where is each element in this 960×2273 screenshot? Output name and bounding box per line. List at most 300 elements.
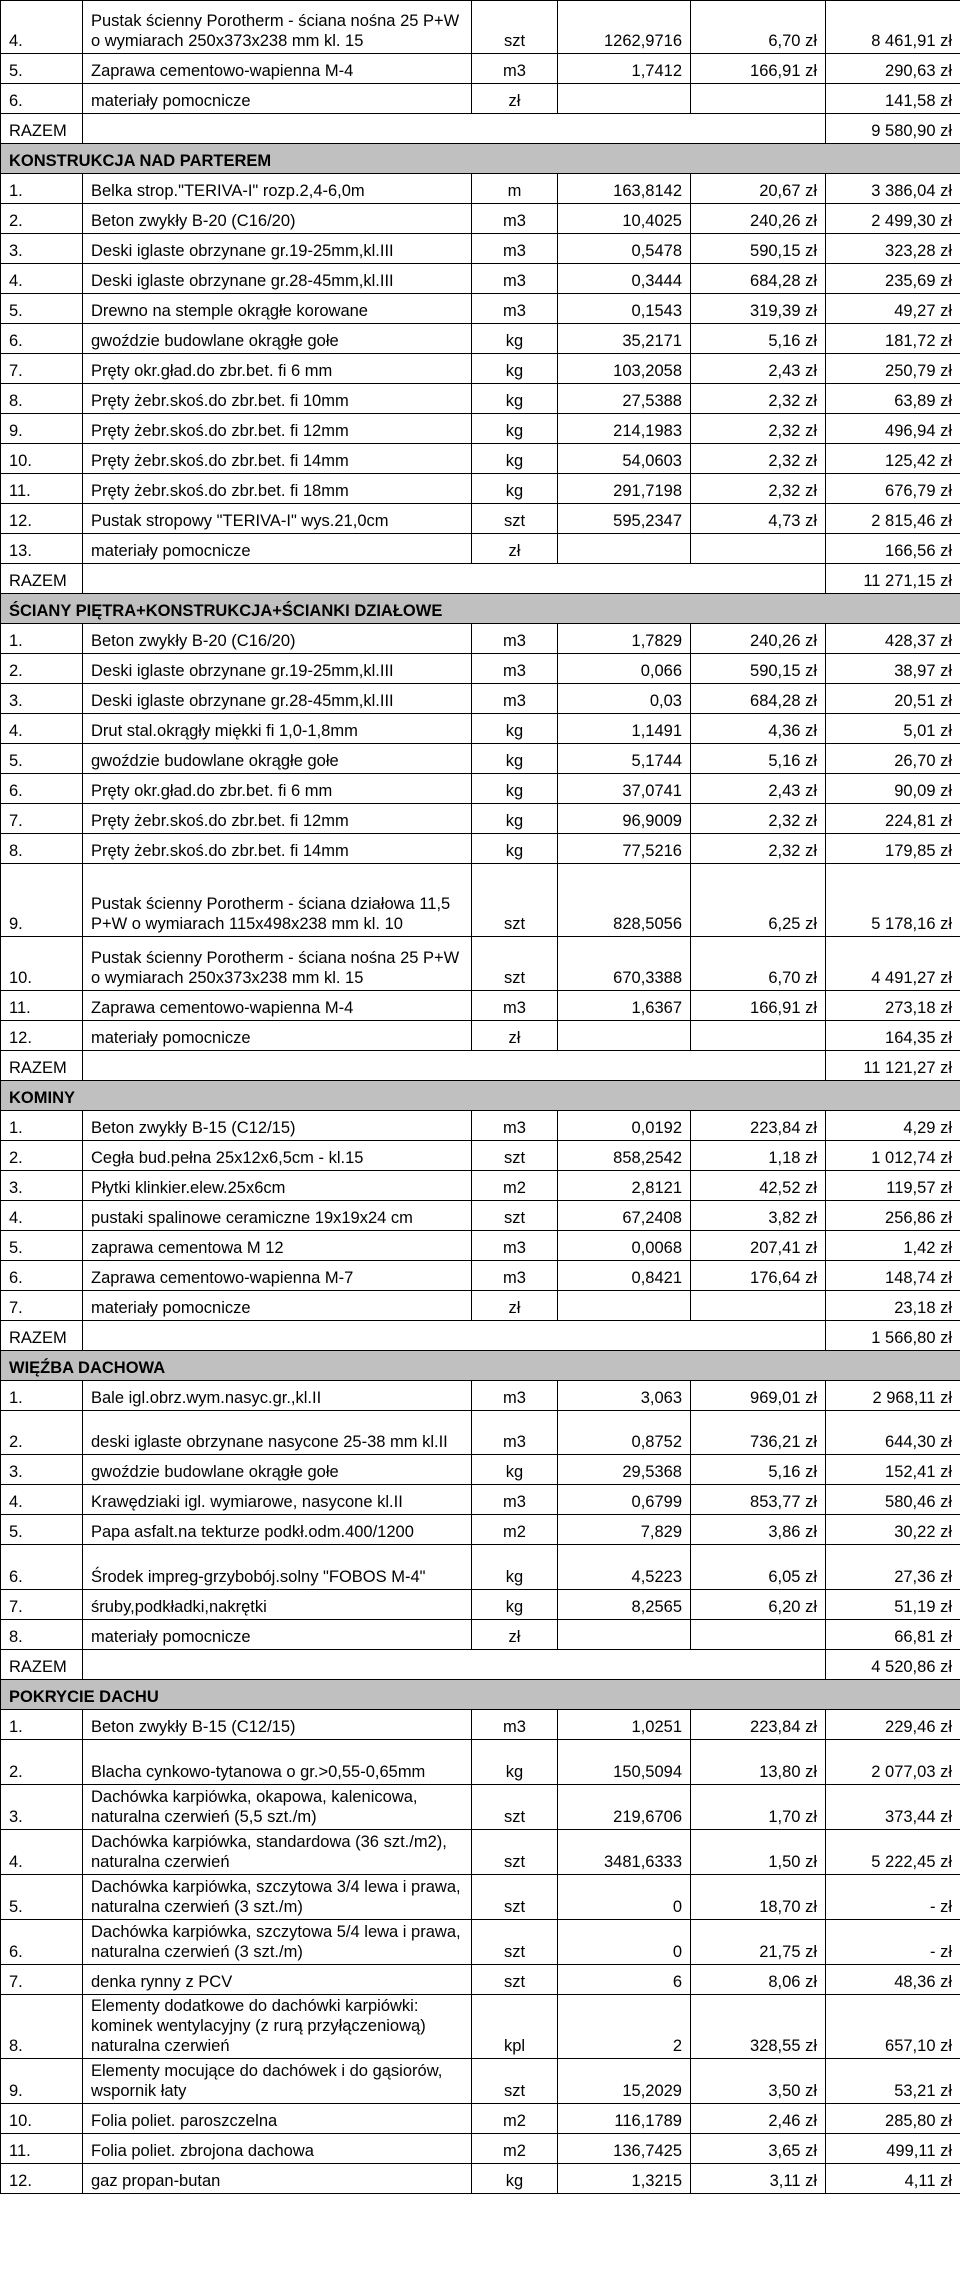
item-number: 1. [1, 624, 83, 654]
item-unit: kg [472, 324, 558, 354]
item-description: Pustak ścienny Porotherm - ściana nośna 25 P+W o wymiarach 250x373x238 mm kl. 15 [83, 1, 472, 54]
item-number: 9. [1, 2059, 83, 2104]
table-row [1, 1171, 960, 1201]
item-unit-price: 2,32 zł [691, 384, 826, 414]
item-unit: m3 [472, 264, 558, 294]
item-description: Folia poliet. zbrojona dachowa [83, 2134, 472, 2164]
item-description: denka rynny z PCV [83, 1965, 472, 1995]
item-number: 2. [1, 654, 83, 684]
item-unit: m3 [472, 684, 558, 714]
item-unit-price: 13,80 zł [691, 1740, 826, 1785]
item-unit: kg [472, 804, 558, 834]
item-number: 1. [1, 1710, 83, 1740]
item-value: 20,51 zł [826, 684, 960, 714]
item-value: 323,28 zł [826, 234, 960, 264]
item-description: Drewno na stemple okrągłe korowane [83, 294, 472, 324]
item-quantity: 0,03 [558, 684, 691, 714]
table-row [1, 1920, 960, 1965]
item-unit-price: 166,91 zł [691, 991, 826, 1021]
item-number: 9. [1, 864, 83, 937]
item-description: Dachówka karpiówka, okapowa, kalenicowa, naturalna czerwień (5,5 szt./m) [83, 1785, 472, 1830]
item-value: 51,19 zł [826, 1590, 960, 1620]
total-value: 9 580,90 zł [826, 114, 960, 144]
item-description: pustaki spalinowe ceramiczne 19x19x24 cm [83, 1201, 472, 1231]
table-row [1, 1381, 960, 1411]
table-row [1, 1830, 960, 1875]
item-number: 6. [1, 774, 83, 804]
table-row [1, 354, 960, 384]
table-row [1, 1965, 960, 1995]
item-unit-price: 21,75 zł [691, 1920, 826, 1965]
item-description: gwoździe budowlane okrągłe gołe [83, 744, 472, 774]
total-label: RAZEM [1, 1051, 83, 1081]
item-unit: m3 [472, 1710, 558, 1740]
item-description: materiały pomocnicze [83, 1291, 472, 1321]
item-value: 119,57 zł [826, 1171, 960, 1201]
item-unit-price: 223,84 zł [691, 1710, 826, 1740]
item-description: śruby,podkładki,nakrętki [83, 1590, 472, 1620]
item-unit-price: 2,43 zł [691, 774, 826, 804]
item-quantity: 214,1983 [558, 414, 691, 444]
table-row [1, 504, 960, 534]
item-value: 428,37 zł [826, 624, 960, 654]
item-quantity: 0 [558, 1875, 691, 1920]
table-row [1, 864, 960, 937]
item-quantity [558, 1021, 691, 1051]
item-description: Pręty żebr.skoś.do zbr.bet. fi 14mm [83, 444, 472, 474]
item-number: 4. [1, 1201, 83, 1231]
item-quantity: 858,2542 [558, 1141, 691, 1171]
table-row [1, 1291, 960, 1321]
item-number: 8. [1, 1620, 83, 1650]
item-description: Elementy mocujące do dachówek i do gąsiorów, wspornik łaty [83, 2059, 472, 2104]
item-unit: m3 [472, 294, 558, 324]
item-unit: kg [472, 714, 558, 744]
item-value: 4,11 zł [826, 2164, 960, 2194]
item-unit-price: 6,70 zł [691, 937, 826, 991]
total-value: 11 271,15 zł [826, 564, 960, 594]
item-description: Beton zwykły B-20 (C16/20) [83, 624, 472, 654]
item-quantity: 10,4025 [558, 204, 691, 234]
item-quantity: 0 [558, 1920, 691, 1965]
item-number: 2. [1, 1740, 83, 1785]
item-quantity: 6 [558, 1965, 691, 1995]
item-unit: m2 [472, 1515, 558, 1545]
table-row [1, 654, 960, 684]
item-description: Zaprawa cementowo-wapienna M-4 [83, 991, 472, 1021]
table-row [1, 174, 960, 204]
item-quantity [558, 84, 691, 114]
item-number: 6. [1, 1545, 83, 1590]
item-value: - zł [826, 1875, 960, 1920]
item-value: 38,97 zł [826, 654, 960, 684]
table-row [1, 324, 960, 354]
table-row [1, 2164, 960, 2194]
item-unit-price: 5,16 zł [691, 1455, 826, 1485]
item-unit: m3 [472, 624, 558, 654]
item-number: 7. [1, 1291, 83, 1321]
table-row [1, 294, 960, 324]
item-value: 66,81 zł [826, 1620, 960, 1650]
item-quantity: 116,1789 [558, 2104, 691, 2134]
item-description: deski iglaste obrzynane nasycone 25-38 mm kl.II [83, 1411, 472, 1455]
section-header-row [1, 594, 960, 624]
item-value: 141,58 zł [826, 84, 960, 114]
item-number: 12. [1, 1021, 83, 1051]
item-unit-price [691, 534, 826, 564]
table-row [1, 991, 960, 1021]
item-number: 4. [1, 264, 83, 294]
item-description: Krawędziaki igl. wymiarowe, nasycone kl.II [83, 1485, 472, 1515]
item-description: Beton zwykły B-15 (C12/15) [83, 1111, 472, 1141]
item-description: materiały pomocnicze [83, 1021, 472, 1051]
item-unit: zł [472, 1021, 558, 1051]
table-row [1, 1740, 960, 1785]
total-label: RAZEM [1, 114, 83, 144]
item-number: 11. [1, 991, 83, 1021]
item-value: 3 386,04 zł [826, 174, 960, 204]
item-number: 6. [1, 84, 83, 114]
item-unit-price: 684,28 zł [691, 264, 826, 294]
item-unit: m3 [472, 654, 558, 684]
section-total-row [1, 1321, 960, 1351]
item-unit: kg [472, 1545, 558, 1590]
item-description: gwoździe budowlane okrągłe gołe [83, 1455, 472, 1485]
item-quantity: 0,0068 [558, 1231, 691, 1261]
item-unit: m3 [472, 1111, 558, 1141]
item-description: Płytki klinkier.elew.25x6cm [83, 1171, 472, 1201]
table-row [1, 937, 960, 991]
item-description: Pręty okr.gład.do zbr.bet. fi 6 mm [83, 774, 472, 804]
item-quantity: 291,7198 [558, 474, 691, 504]
item-quantity: 1,3215 [558, 2164, 691, 2194]
item-description: Dachówka karpiówka, szczytowa 5/4 lewa i prawa, naturalna czerwień (3 szt./m) [83, 1920, 472, 1965]
total-label: RAZEM [1, 564, 83, 594]
table-row [1, 1455, 960, 1485]
item-number: 12. [1, 504, 83, 534]
item-quantity: 0,8421 [558, 1261, 691, 1291]
item-quantity: 828,5056 [558, 864, 691, 937]
item-value: 49,27 zł [826, 294, 960, 324]
item-quantity: 5,1744 [558, 744, 691, 774]
item-number: 2. [1, 204, 83, 234]
item-unit: szt [472, 1965, 558, 1995]
table-row [1, 774, 960, 804]
item-value: 273,18 zł [826, 991, 960, 1021]
item-number: 3. [1, 1455, 83, 1485]
item-quantity: 4,5223 [558, 1545, 691, 1590]
table-row [1, 444, 960, 474]
item-value: 2 968,11 zł [826, 1381, 960, 1411]
item-description: Pręty żebr.skoś.do zbr.bet. fi 18mm [83, 474, 472, 504]
section-title: KOMINY [1, 1081, 960, 1111]
item-unit-price: 20,67 zł [691, 174, 826, 204]
item-value: 5 222,45 zł [826, 1830, 960, 1875]
item-quantity [558, 1620, 691, 1650]
item-number: 3. [1, 1171, 83, 1201]
item-unit-price: 4,73 zł [691, 504, 826, 534]
item-number: 1. [1, 174, 83, 204]
item-quantity: 1,1491 [558, 714, 691, 744]
total-value: 4 520,86 zł [826, 1650, 960, 1680]
item-unit-price: 969,01 zł [691, 1381, 826, 1411]
item-value: 2 077,03 zł [826, 1740, 960, 1785]
item-quantity: 1,6367 [558, 991, 691, 1021]
section-title: KONSTRUKCJA NAD PARTEREM [1, 144, 960, 174]
item-quantity: 2,8121 [558, 1171, 691, 1201]
item-quantity: 1,0251 [558, 1710, 691, 1740]
section-header-row [1, 1081, 960, 1111]
item-value: 166,56 zł [826, 534, 960, 564]
item-number: 4. [1, 1485, 83, 1515]
item-description: Pręty żebr.skoś.do zbr.bet. fi 10mm [83, 384, 472, 414]
item-value: 657,10 zł [826, 1995, 960, 2059]
table-row [1, 1590, 960, 1620]
item-value: 4 491,27 zł [826, 937, 960, 991]
item-unit-price: 2,43 zł [691, 354, 826, 384]
table-row [1, 1785, 960, 1830]
item-description: Dachówka karpiówka, szczytowa 3/4 lewa i prawa, naturalna czerwień (3 szt./m) [83, 1875, 472, 1920]
table-row [1, 234, 960, 264]
table-row [1, 1231, 960, 1261]
total-label: RAZEM [1, 1650, 83, 1680]
item-unit-price [691, 1291, 826, 1321]
table-row [1, 534, 960, 564]
item-unit: kg [472, 744, 558, 774]
table-row [1, 2104, 960, 2134]
table-row [1, 684, 960, 714]
item-quantity: 103,2058 [558, 354, 691, 384]
item-value: 48,36 zł [826, 1965, 960, 1995]
item-number: 11. [1, 474, 83, 504]
table-row [1, 744, 960, 774]
item-unit-price: 166,91 zł [691, 54, 826, 84]
item-description: gaz propan-butan [83, 2164, 472, 2194]
item-quantity: 0,3444 [558, 264, 691, 294]
item-unit-price: 3,82 zł [691, 1201, 826, 1231]
item-unit: m2 [472, 2134, 558, 2164]
item-unit-price: 1,50 zł [691, 1830, 826, 1875]
section-header-row [1, 1680, 960, 1710]
item-value: 2 815,46 zł [826, 504, 960, 534]
item-number: 4. [1, 1, 83, 54]
item-value: 30,22 zł [826, 1515, 960, 1545]
item-value: 290,63 zł [826, 54, 960, 84]
item-value: 4,29 zł [826, 1111, 960, 1141]
section-total-row [1, 1650, 960, 1680]
item-description: Pręty okr.gład.do zbr.bet. fi 6 mm [83, 354, 472, 384]
item-number: 5. [1, 294, 83, 324]
item-description: Środek impreg-grzybobój.solny "FOBOS M-4" [83, 1545, 472, 1590]
item-description: Drut stal.okrągły miękki fi 1,0-1,8mm [83, 714, 472, 744]
item-number: 7. [1, 804, 83, 834]
table-row [1, 474, 960, 504]
item-quantity: 670,3388 [558, 937, 691, 991]
section-total-row [1, 114, 960, 144]
item-unit-price: 590,15 zł [691, 654, 826, 684]
item-description: Deski iglaste obrzynane gr.28-45mm,kl.III [83, 684, 472, 714]
item-unit: kg [472, 2164, 558, 2194]
item-unit: m2 [472, 1171, 558, 1201]
item-value: 580,46 zł [826, 1485, 960, 1515]
item-unit-price: 42,52 zł [691, 1171, 826, 1201]
item-unit: m3 [472, 1411, 558, 1455]
item-description: Pręty żebr.skoś.do zbr.bet. fi 12mm [83, 414, 472, 444]
item-description: Papa asfalt.na tekturze podkł.odm.400/1200 [83, 1515, 472, 1545]
item-quantity: 54,0603 [558, 444, 691, 474]
item-unit-price: 319,39 zł [691, 294, 826, 324]
item-unit-price: 3,86 zł [691, 1515, 826, 1545]
item-unit: m3 [472, 1381, 558, 1411]
table-row [1, 1411, 960, 1455]
item-number: 10. [1, 444, 83, 474]
item-description: Pręty żebr.skoś.do zbr.bet. fi 12mm [83, 804, 472, 834]
item-unit-price: 736,21 zł [691, 1411, 826, 1455]
item-unit-price: 2,32 zł [691, 414, 826, 444]
item-unit: szt [472, 937, 558, 991]
item-description: Cegła bud.pełna 25x12x6,5cm - kl.15 [83, 1141, 472, 1171]
section-title: POKRYCIE DACHU [1, 1680, 960, 1710]
item-number: 5. [1, 1231, 83, 1261]
item-value: 148,74 zł [826, 1261, 960, 1291]
item-description: Beton zwykły B-15 (C12/15) [83, 1710, 472, 1740]
item-description: Belka strop."TERIVA-I" rozp.2,4-6,0m [83, 174, 472, 204]
table-row [1, 1620, 960, 1650]
item-description: Elementy dodatkowe do dachówki karpiówki: kominek wentylacyjny (z rurą przyłączeniową) naturalna czerwień [83, 1995, 472, 2059]
table-row [1, 264, 960, 294]
section-header-row [1, 1351, 960, 1381]
item-value: 644,30 zł [826, 1411, 960, 1455]
item-unit-price: 328,55 zł [691, 1995, 826, 2059]
item-unit-price: 6,20 zł [691, 1590, 826, 1620]
item-number: 11. [1, 2134, 83, 2164]
item-quantity: 595,2347 [558, 504, 691, 534]
item-number: 4. [1, 714, 83, 744]
item-value: 63,89 zł [826, 384, 960, 414]
item-value: 235,69 zł [826, 264, 960, 294]
item-unit-price: 2,32 zł [691, 444, 826, 474]
item-value: - zł [826, 1920, 960, 1965]
item-description: zaprawa cementowa M 12 [83, 1231, 472, 1261]
item-description: Pręty żebr.skoś.do zbr.bet. fi 14mm [83, 834, 472, 864]
item-description: Pustak stropowy "TERIVA-I" wys.21,0cm [83, 504, 472, 534]
item-unit-price: 3,65 zł [691, 2134, 826, 2164]
item-quantity [558, 534, 691, 564]
table-row [1, 2134, 960, 2164]
item-unit-price: 4,36 zł [691, 714, 826, 744]
item-unit: m3 [472, 204, 558, 234]
item-quantity: 0,0192 [558, 1111, 691, 1141]
item-unit: kg [472, 474, 558, 504]
item-description: Deski iglaste obrzynane gr.28-45mm,kl.III [83, 264, 472, 294]
item-value: 90,09 zł [826, 774, 960, 804]
item-unit-price: 2,32 zł [691, 804, 826, 834]
item-unit-price: 18,70 zł [691, 1875, 826, 1920]
table-row [1, 1, 960, 54]
item-value: 1,42 zł [826, 1231, 960, 1261]
table-row [1, 384, 960, 414]
item-unit: szt [472, 1875, 558, 1920]
item-unit-price: 590,15 zł [691, 234, 826, 264]
table-row [1, 1201, 960, 1231]
item-number: 5. [1, 744, 83, 774]
item-value: 26,70 zł [826, 744, 960, 774]
item-unit-price: 684,28 zł [691, 684, 826, 714]
item-value: 224,81 zł [826, 804, 960, 834]
item-value: 53,21 zł [826, 2059, 960, 2104]
item-quantity: 219,6706 [558, 1785, 691, 1830]
item-number: 12. [1, 2164, 83, 2194]
item-unit: m3 [472, 54, 558, 84]
item-number: 7. [1, 1590, 83, 1620]
total-value: 1 566,80 zł [826, 1321, 960, 1351]
item-unit: szt [472, 1830, 558, 1875]
item-unit-price: 6,70 zł [691, 1, 826, 54]
item-number: 10. [1, 2104, 83, 2134]
table-row [1, 624, 960, 654]
item-number: 2. [1, 1411, 83, 1455]
table-row [1, 834, 960, 864]
item-value: 5 178,16 zł [826, 864, 960, 937]
item-quantity: 7,829 [558, 1515, 691, 1545]
item-number: 5. [1, 1875, 83, 1920]
table-row [1, 414, 960, 444]
item-number: 1. [1, 1111, 83, 1141]
item-number: 1. [1, 1381, 83, 1411]
item-description: materiały pomocnicze [83, 1620, 472, 1650]
item-unit: szt [472, 2059, 558, 2104]
item-unit-price [691, 84, 826, 114]
item-value: 499,11 zł [826, 2134, 960, 2164]
table-row [1, 1710, 960, 1740]
item-quantity: 0,6799 [558, 1485, 691, 1515]
item-description: materiały pomocnicze [83, 84, 472, 114]
table-row [1, 1111, 960, 1141]
item-value: 496,94 zł [826, 414, 960, 444]
item-value: 1 012,74 zł [826, 1141, 960, 1171]
section-header-row [1, 144, 960, 174]
item-number: 10. [1, 937, 83, 991]
item-quantity: 0,5478 [558, 234, 691, 264]
item-value: 256,86 zł [826, 1201, 960, 1231]
item-value: 285,80 zł [826, 2104, 960, 2134]
cost-estimate-rows [1, 1, 960, 2194]
item-description: Deski iglaste obrzynane gr.19-25mm,kl.III [83, 654, 472, 684]
item-number: 5. [1, 1515, 83, 1545]
item-unit: szt [472, 1141, 558, 1171]
item-unit: zł [472, 1291, 558, 1321]
item-unit-price: 1,70 zł [691, 1785, 826, 1830]
item-value: 229,46 zł [826, 1710, 960, 1740]
item-unit: szt [472, 1201, 558, 1231]
total-label: RAZEM [1, 1321, 83, 1351]
item-unit-price: 2,32 zł [691, 474, 826, 504]
total-spacer [83, 1321, 826, 1351]
item-quantity: 3481,6333 [558, 1830, 691, 1875]
item-quantity: 2 [558, 1995, 691, 2059]
item-unit-price: 6,25 zł [691, 864, 826, 937]
item-number: 4. [1, 1830, 83, 1875]
item-unit-price: 6,05 zł [691, 1545, 826, 1590]
item-quantity: 37,0741 [558, 774, 691, 804]
item-quantity: 8,2565 [558, 1590, 691, 1620]
item-number: 6. [1, 1261, 83, 1291]
item-unit: zł [472, 1620, 558, 1650]
item-unit-price: 176,64 zł [691, 1261, 826, 1291]
table-row [1, 54, 960, 84]
item-value: 125,42 zł [826, 444, 960, 474]
total-value: 11 121,27 zł [826, 1051, 960, 1081]
